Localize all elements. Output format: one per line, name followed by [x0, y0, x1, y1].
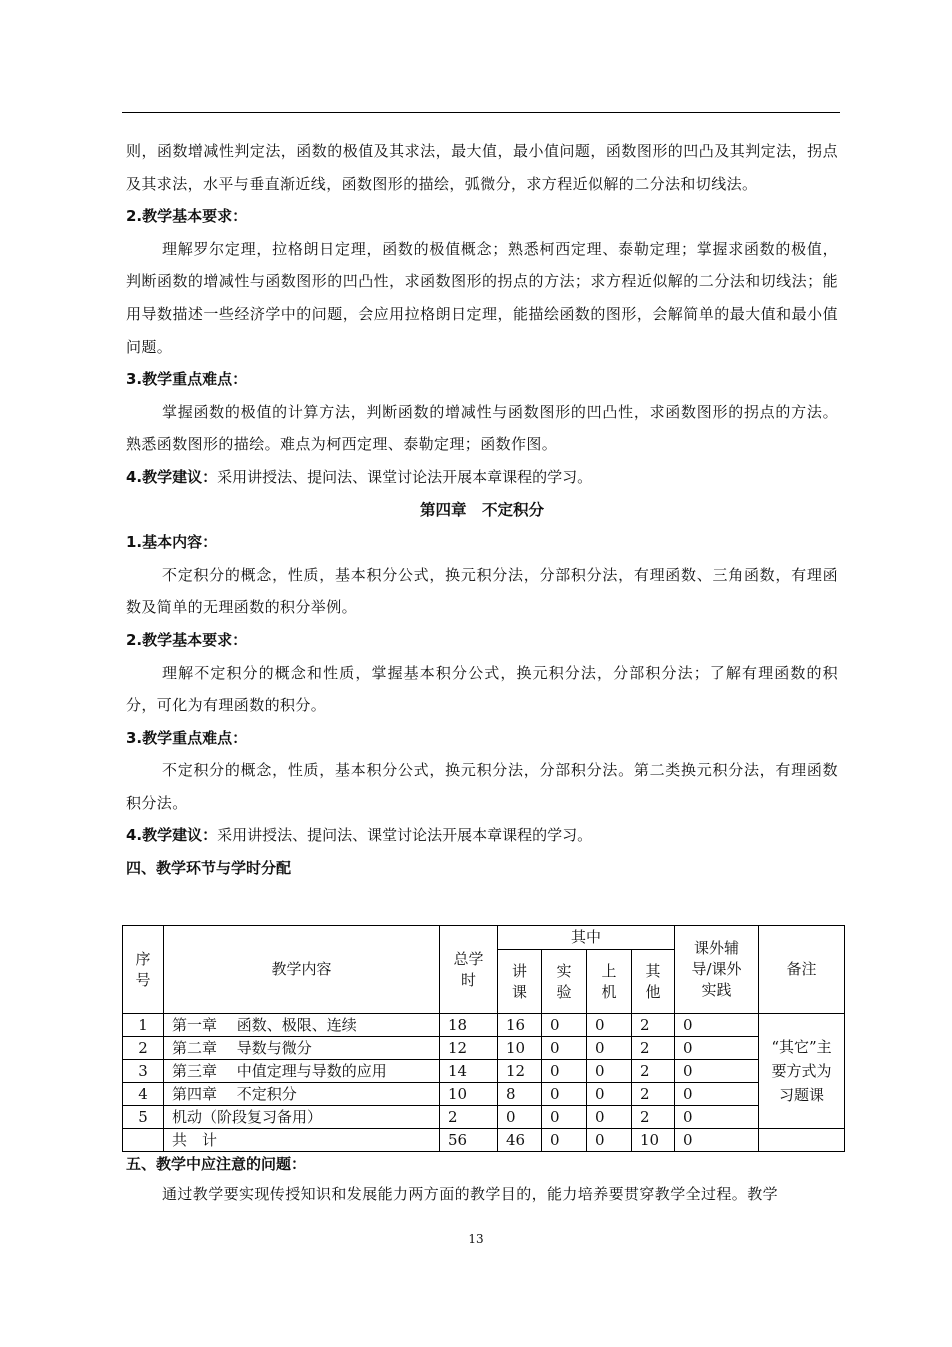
cell-total: 10	[440, 1083, 498, 1106]
cell-experiment: 0	[542, 1037, 587, 1060]
content-paragraph: 不定积分的概念，性质，基本积分公式，换元积分法，分部积分法，有理函数、三角函数，有理函数及简单的无理函数的积分举例。	[126, 565, 838, 617]
suggestion-text: 采用讲授法、提问法、课堂讨论法开展本章课程的学习。	[217, 467, 593, 486]
section-five	[126, 1150, 838, 1210]
header-lecture: 讲课	[498, 950, 542, 1014]
cell-content: 机动（阶段复习备用）	[164, 1106, 440, 1129]
cell-other: 2	[632, 1083, 675, 1106]
cell-tutoring: 0	[675, 1083, 759, 1106]
header-total: 总学时	[440, 926, 498, 1014]
table-row	[123, 1014, 845, 1037]
cell-seq: 2	[123, 1037, 164, 1060]
cell-experiment: 0	[542, 1083, 587, 1106]
cell-lecture: 8	[498, 1083, 542, 1106]
cell-computer: 0	[587, 1083, 632, 1106]
header-experiment: 实验	[542, 950, 587, 1014]
suggestion-label: 4.教学建议：	[126, 467, 218, 486]
cell-experiment: 0	[542, 1106, 587, 1129]
cell-total: 12	[440, 1037, 498, 1060]
continued-paragraph: 则，函数增减性判定法，函数的极值及其求法，最大值，最小值问题，函数图形的凹凸及其判定法，拐点及其求法，水平与垂直渐近线，函数图形的描绘，弧微分，求方程近似解的二分法和切线法。	[126, 142, 838, 193]
cell-computer: 0	[587, 1106, 632, 1129]
ch4-suggestion-text: 采用讲授法、提问法、课堂讨论法开展本章课程的学习。	[217, 826, 593, 845]
total-label: 共 计	[164, 1129, 440, 1152]
table-total-row	[123, 1129, 845, 1152]
content-heading: 1.基本内容：	[126, 533, 218, 552]
header-tutoring: 课外辅导/课外实践	[675, 926, 759, 1014]
cell-other: 2	[632, 1037, 675, 1060]
cell-other: 2	[632, 1106, 675, 1129]
page-body	[126, 135, 838, 885]
table-row	[123, 1083, 845, 1106]
cell-seq: 1	[123, 1014, 164, 1037]
header-seq: 序号	[123, 926, 164, 1014]
total-experiment: 0	[542, 1129, 587, 1152]
header-other: 其他	[632, 950, 675, 1014]
cell-content: 第二章 导数与微分	[164, 1037, 440, 1060]
chapter-title: 第四章 不定积分	[419, 500, 544, 519]
cell-computer: 0	[587, 1014, 632, 1037]
cell-seq: 4	[123, 1083, 164, 1106]
key-points-heading: 3.教学重点难点：	[126, 370, 248, 389]
cell-seq: 5	[123, 1106, 164, 1129]
remark-empty	[759, 1129, 845, 1152]
cell-other: 2	[632, 1014, 675, 1037]
ch4-suggestion-label: 4.教学建议：	[126, 826, 218, 845]
remark-cell: “其它”主要方式为习题课	[759, 1014, 845, 1129]
cell-tutoring: 0	[675, 1014, 759, 1037]
cell-lecture: 16	[498, 1014, 542, 1037]
cell-seq-empty	[123, 1129, 164, 1152]
cell-seq: 3	[123, 1060, 164, 1083]
requirements-paragraph: 理解罗尔定理，拉格朗日定理，函数的极值概念；熟悉柯西定理、泰勒定理；掌握求函数的极值，判断函数的增减性与函数图形的凹凸性，求函数图形的拐点的方法；求方程近似解的二分法和切线法；能用导数描述一些经济学中的问题，会应用拉格朗日定理，能描绘函数的图形，会解简单的最大值和最小值问题。	[126, 239, 838, 356]
total-tutoring: 0	[675, 1129, 759, 1152]
ch4-key-points-heading: 3.教学重点难点：	[126, 728, 248, 747]
cell-experiment: 0	[542, 1014, 587, 1037]
total-computer: 0	[587, 1129, 632, 1152]
cell-lecture: 10	[498, 1037, 542, 1060]
hours-table-wrapper	[122, 925, 845, 1152]
hours-allocation-table	[122, 925, 845, 1152]
cell-total: 14	[440, 1060, 498, 1083]
table-row	[123, 1060, 845, 1083]
header-computer: 上机	[587, 950, 632, 1014]
cell-content: 第四章 不定积分	[164, 1083, 440, 1106]
requirements-heading: 2.教学基本要求：	[126, 207, 248, 226]
cell-total: 2	[440, 1106, 498, 1129]
header-among: 其中	[498, 926, 675, 950]
ch4-requirements-paragraph: 理解不定积分的概念和性质，掌握基本积分公式，换元积分法，分部积分法；了解有理函数的积分，可化为有理函数的积分。	[126, 663, 838, 715]
cell-total: 18	[440, 1014, 498, 1037]
cell-content: 第三章 中值定理与导数的应用	[164, 1060, 440, 1083]
section-five-heading: 五、教学中应注意的问题：	[126, 1155, 307, 1173]
cell-tutoring: 0	[675, 1106, 759, 1129]
table-row	[123, 1106, 845, 1129]
header-remark: 备注	[759, 926, 845, 1014]
cell-lecture: 0	[498, 1106, 542, 1129]
key-points-paragraph: 掌握函数的极值的计算方法，判断函数的增减性与函数图形的凹凸性，求函数图形的拐点的方法。熟悉函数图形的描绘。难点为柯西定理、泰勒定理；函数作图。	[126, 402, 838, 454]
ch4-requirements-heading: 2.教学基本要求：	[126, 630, 248, 649]
section-five-paragraph: 通过教学要实现传授知识和发展能力两方面的教学目的，能力培养要贯穿教学全过程。教学	[162, 1185, 779, 1203]
cell-computer: 0	[587, 1060, 632, 1083]
total-hours: 56	[440, 1129, 498, 1152]
header-rule	[122, 112, 840, 113]
cell-experiment: 0	[542, 1060, 587, 1083]
cell-tutoring: 0	[675, 1037, 759, 1060]
total-other: 10	[632, 1129, 675, 1152]
total-lecture: 46	[498, 1129, 542, 1152]
page-number: 13	[468, 1232, 484, 1246]
header-content: 教学内容	[164, 926, 440, 1014]
cell-tutoring: 0	[675, 1060, 759, 1083]
table-row	[123, 1037, 845, 1060]
suggestion-line	[126, 461, 838, 494]
cell-other: 2	[632, 1060, 675, 1083]
cell-computer: 0	[587, 1037, 632, 1060]
ch4-key-points-paragraph: 不定积分的概念，性质，基本积分公式，换元积分法，分部积分法。第二类换元积分法，有理函数积分法。	[126, 761, 838, 812]
cell-content: 第一章 函数、极限、连续	[164, 1014, 440, 1037]
cell-lecture: 12	[498, 1060, 542, 1083]
section-four-heading: 四、教学环节与学时分配	[126, 859, 292, 878]
ch4-suggestion-line	[126, 819, 838, 852]
